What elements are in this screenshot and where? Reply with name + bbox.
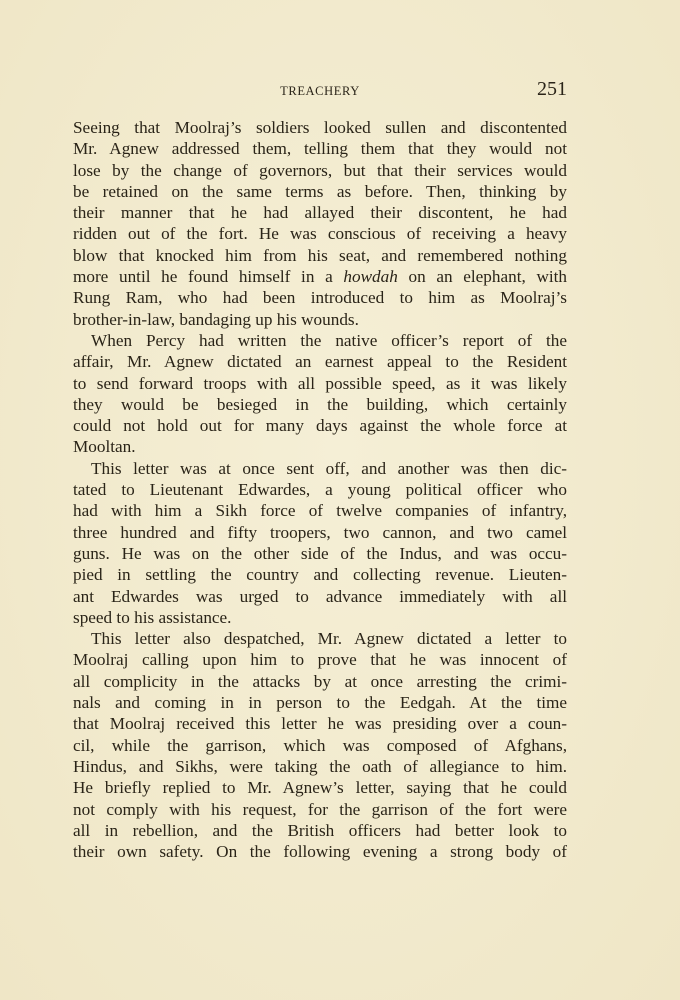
text-line: Seeing that Moolraj’s soldiers looked sullen and discontented	[73, 118, 567, 137]
running-header	[73, 80, 567, 102]
text-line: ridden out of the fort. He was conscious of receiving a heavy	[73, 224, 567, 244]
text-line: to send forward troops with all possible speed, as it was likely	[73, 373, 567, 393]
text-line: not comply with his request, for the garrison of the fort were	[73, 799, 567, 819]
text-line: blow that knocked him from his seat, and remembered nothing	[73, 245, 567, 265]
text-line: affair, Mr. Agnew dictated an earnest appeal to the Resident	[73, 352, 567, 372]
text-line: ant Edwardes was urged to advance immediately with all	[73, 586, 567, 606]
text-line: Mr. Agnew addressed them, telling them that they would not	[73, 139, 567, 159]
text-line: pied in settling the country and collecting revenue. Lieuten-	[73, 565, 567, 585]
text-line: lose by the change of governors, but that their services would	[73, 160, 567, 180]
chapter-title: TREACHERY	[280, 84, 360, 98]
text-line: cil, while the garrison, which was composed of Afghans,	[73, 735, 567, 755]
text-line: He briefly replied to Mr. Agnew’s letter, saying that he could	[73, 778, 567, 798]
text-line: This letter also despatched, Mr. Agnew dictated a letter to	[91, 629, 567, 649]
text-line: brother-in-law, bandaging up his wounds.	[73, 309, 359, 329]
text-line: had with him a Sikh force of twelve companies of infantry,	[73, 501, 567, 521]
text-line: guns. He was on the other side of the Indus, and was occu-	[73, 543, 567, 563]
text-line: be retained on the same terms as before. Then, thinking by	[73, 181, 567, 201]
text-line: their own safety. On the following evening a strong body of	[73, 842, 567, 862]
text-line: three hundred and fifty troopers, two cannon, and two camel	[73, 522, 567, 542]
text-line: This letter was at once sent off, and another was then dic-	[91, 458, 567, 478]
text-line: could not hold out for many days against the whole force at	[73, 416, 567, 436]
text-line: Rung Ram, who had been introduced to him as Moolraj’s	[73, 288, 567, 308]
text-line: Moolraj calling upon him to prove that he was innocent of	[73, 650, 567, 670]
text-line: all complicity in the attacks by at once arresting the crimi-	[73, 671, 567, 691]
text-line: Mooltan.	[73, 437, 136, 457]
paragraph	[73, 117, 567, 330]
page-number: 251	[537, 78, 567, 100]
text-line: more until he found himself in a howdah on an elephant, with	[73, 267, 568, 287]
text-line: all in rebellion, and the British officers had better look to	[73, 820, 567, 840]
text-line: Hindus, and Sikhs, were taking the oath of allegiance to him.	[73, 756, 567, 776]
text-line: their manner that he had allayed their discontent, he had	[73, 203, 567, 223]
italic-term: howdah	[343, 267, 398, 287]
paragraph	[73, 458, 567, 628]
paragraph	[73, 628, 567, 862]
text-line: tated to Lieutenant Edwardes, a young political officer who	[73, 480, 567, 500]
paragraph	[73, 330, 567, 458]
text-line: that Moolraj received this letter he was presiding over a coun-	[73, 714, 567, 734]
body-text	[73, 117, 567, 862]
text-line: nals and coming in in person to the Eedgah. At the time	[73, 693, 567, 713]
text-line: they would be besieged in the building, which certainly	[73, 394, 567, 414]
text-line: speed to his assistance.	[73, 607, 232, 627]
text-line: When Percy had written the native officer’s report of the	[91, 330, 567, 350]
